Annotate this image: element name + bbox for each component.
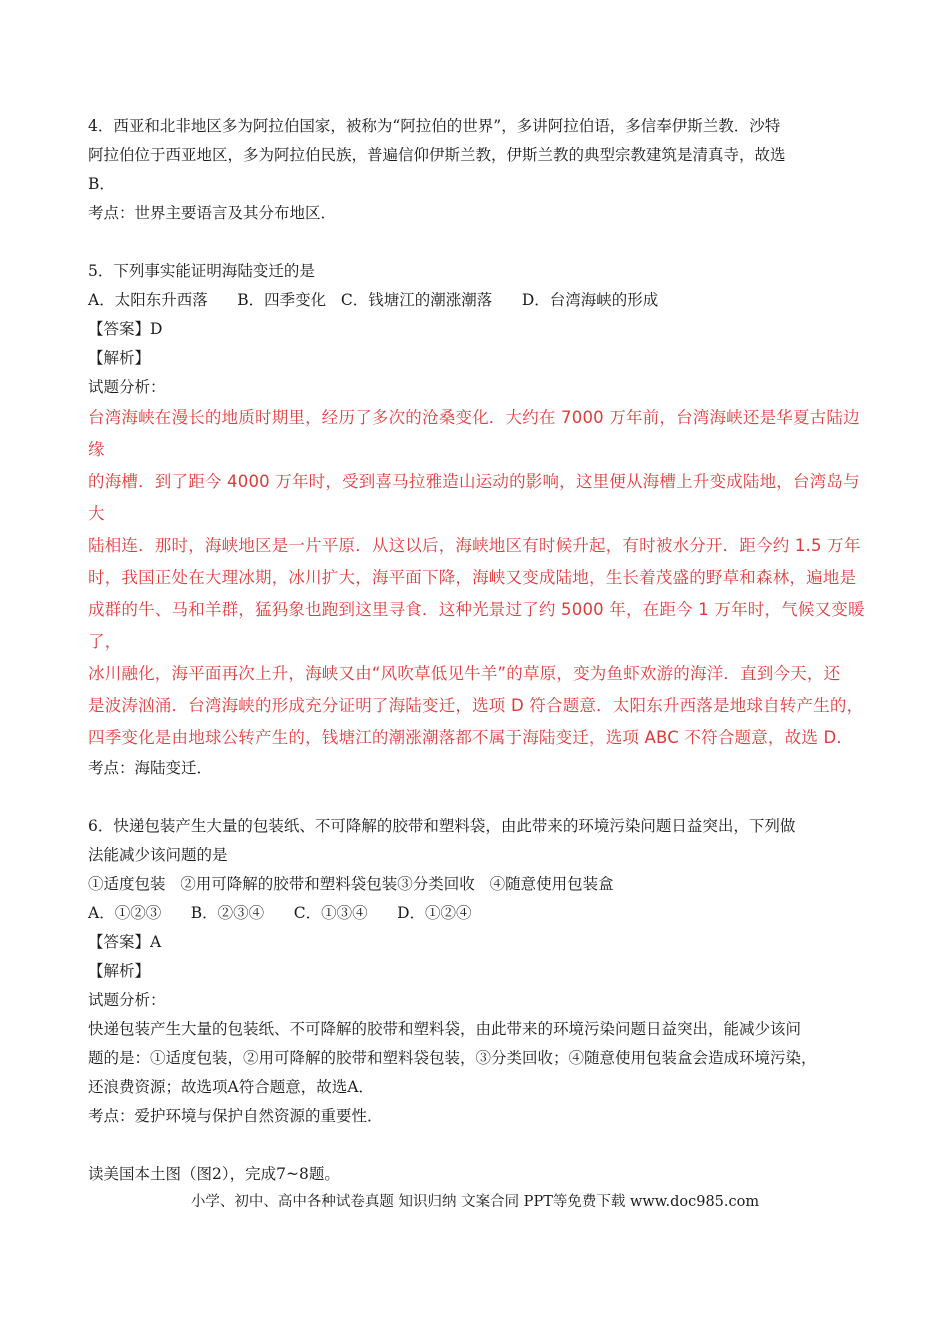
analysis-intro: 试题分析： bbox=[88, 378, 166, 396]
text-line: B． bbox=[88, 175, 115, 193]
question-4-explanation bbox=[88, 112, 870, 228]
question-5 bbox=[88, 257, 870, 783]
document-body bbox=[88, 112, 870, 1189]
answer-options: A．①②③ B．②③④ C．①③④ D．①②④ bbox=[88, 904, 472, 922]
analysis-line: 是波涛汹涌．台湾海峡的形成充分证明了海陆变迁，选项 D 符合题意．太阳东升西落是地球自转产生的， bbox=[88, 696, 864, 715]
kaodian-label: 考点：爱护环境与保护自然资源的重要性． bbox=[88, 1107, 383, 1125]
kaodian-label: 考点：世界主要语言及其分布地区． bbox=[88, 204, 337, 222]
question-items: ①适度包装 ②用可降解的胶带和塑料袋包装③分类回收 ④随意使用包装盒 bbox=[88, 875, 614, 893]
analysis-highlight bbox=[88, 402, 870, 754]
analysis-line: 台湾海峡在漫长的地质时期里，经历了多次的沧桑变化．大约在 7000 万年前，台湾海峡还是华夏古陆边缘 bbox=[88, 408, 860, 459]
analysis-line: 陆相连．那时，海峡地区是一片平原．从这以后，海峡地区有时候升起，有时被水分开．距今约 1.5 万年 bbox=[88, 536, 861, 555]
analysis-line: 题的是：①适度包装，②用可降解的胶带和塑料袋包装，③分类回收；④随意使用包装盒会造成环境污染， bbox=[88, 1049, 817, 1067]
analysis-label: 【解析】 bbox=[88, 349, 151, 367]
question-text: 5．下列事实能证明海陆变迁的是 bbox=[88, 262, 315, 280]
analysis-line: 快递包装产生大量的包装纸、不可降解的胶带和塑料袋，由此带来的环境污染问题日益突出，能减少该问 bbox=[88, 1020, 802, 1038]
text-line: 阿拉伯位于西亚地区，多为阿拉伯民族，普遍信仰伊斯兰教，伊斯兰教的典型宗教建筑是清真寺，故选 bbox=[88, 146, 786, 164]
kaodian-label: 考点：海陆变迁． bbox=[88, 759, 213, 777]
question-text: 6．快递包装产生大量的包装纸、不可降解的胶带和塑料袋，由此带来的环境污染问题日益突出，下列做 bbox=[88, 817, 796, 835]
analysis-line: 成群的牛、马和羊群，猛犸象也跑到这里寻食．这种光景过了约 5000 年，在距今 1 万年时，气候又变暖了， bbox=[88, 600, 865, 651]
analysis-line: 冰川融化，海平面再次上升，海峡又由“风吹草低见牛羊”的草原，变为鱼虾欢游的海洋．直到今天，还 bbox=[88, 664, 841, 683]
question-6 bbox=[88, 812, 870, 1131]
question-text: 法能减少该问题的是 bbox=[88, 846, 228, 864]
analysis-line: 的海槽．到了距今 4000 万年时，受到喜马拉雅造山运动的影响，这里便从海槽上升变成陆地，台湾岛与大 bbox=[88, 472, 860, 523]
answer-label: 【答案】D bbox=[88, 320, 163, 338]
next-question-intro: 读美国本土图（图2），完成7~8题。 bbox=[88, 1165, 340, 1183]
page-footer: 小学、初中、高中各种试卷真题 知识归纳 文案合同 PPT等免费下载 www.doc985.com bbox=[190, 1194, 760, 1210]
analysis-line: 四季变化是由地球公转产生的，钱塘江的潮涨潮落都不属于海陆变迁，选项 ABC 不符合题意，故选 D． bbox=[88, 728, 854, 747]
answer-label: 【答案】A bbox=[88, 933, 162, 951]
analysis-line: 时，我国正处在大理冰期，冰川扩大，海平面下降，海峡又变成陆地，生长着茂盛的野草和森林，遍地是 bbox=[88, 568, 857, 587]
analysis-label: 【解析】 bbox=[88, 962, 151, 980]
text-line: 4．西亚和北非地区多为阿拉伯国家，被称为“阿拉伯的世界”，多讲阿拉伯语，多信奉伊斯兰教．沙特 bbox=[88, 117, 781, 135]
analysis-line: 还浪费资源；故选项A符合题意，故选A． bbox=[88, 1078, 374, 1096]
analysis-intro: 试题分析： bbox=[88, 991, 166, 1009]
answer-options: A．太阳东升西落 B．四季变化 C．钱塘江的潮涨潮落 D．台湾海峡的形成 bbox=[88, 291, 659, 309]
